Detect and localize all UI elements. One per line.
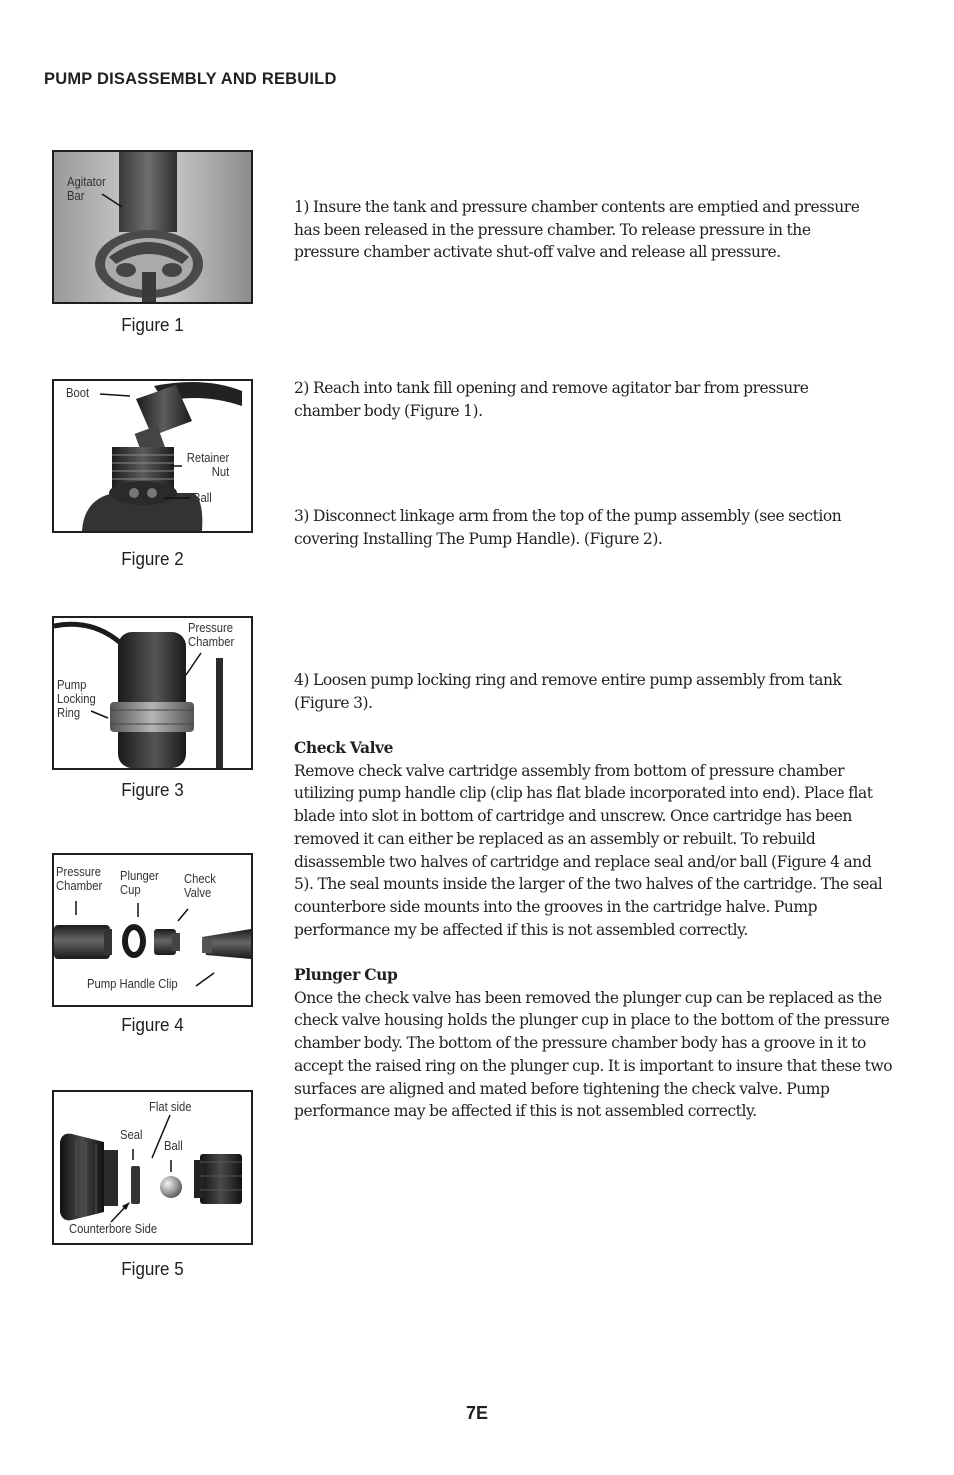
label-pump-locking-ring: Pump Locking Ring [57,678,96,720]
plunger-cup-body: Once the check valve has been removed the plunger cup can be replaced as the check valve housing holds the plunger cup in place to the bottom of the pressure chamber body. The bottom of the pressure chamber body has a groove in it to accept the raised ring on the plunger cup. It is important to insure that these two surfaces are aligned and mated before tightening the check valve. Pump performance may be affected if this is not assembled correctly. [294,988,893,1121]
seal-and-ball-illustration [54,1092,251,1243]
page-number: 7E [465,1403,489,1423]
step-1-paragraph: 1) Insure the tank and pressure chamber contents are emptied and pressure has been released in the pressure chamber. To release pressure in the pressure chamber activate shut-off valve and release all pressure. [294,198,860,262]
label-pump-handle-clip: Pump Handle Clip [87,977,178,991]
figure-3-photo [52,616,253,770]
label-ball-fig5: Ball [164,1139,183,1153]
figure-2-caption: Figure 2 [121,548,184,569]
label-seal: Seal [120,1128,143,1142]
label-retainer-nut: Retainer Nut [186,451,229,479]
label-pressure-chamber-fig4: Pressure Chamber [56,865,103,893]
figure-3-caption: Figure 3 [121,779,184,800]
plunger-cup-section [294,964,896,1123]
label-boot: Boot [66,386,90,400]
step-2-paragraph: 2) Reach into tank fill opening and remove agitator bar from pressure chamber body (Figure 1). [294,379,809,420]
step-4-text [294,669,869,714]
step-1-text [294,196,869,264]
label-pressure-chamber: Pressure Chamber [188,621,235,649]
figure-5-photo [52,1090,253,1245]
plunger-cup-title: Plunger Cup [294,965,398,984]
check-valve-section [294,737,884,941]
label-flat-side: Flat side [149,1100,192,1114]
figure-4-caption: Figure 4 [121,1014,184,1035]
check-valve-body: Remove check valve cartridge assembly from bottom of pressure chamber utilizing pump handle clip (clip has flat blade incorporated into end). Place flat blade into slot in bottom of cartridge and unscrew. Once cartridge has been removed it can either be replaced as an assembly or rebuilt. To rebuild disassemble two halves of cartridge and replace seal and/or ball (Figure 4 and 5). The seal mounts inside the larger of the two halves of the cartridge. The seal counterbore side mounts into the grooves in the cartridge halve. Pump performance my be affected if this is not assembled correctly. [294,761,883,939]
label-counterbore-side: Counterbore Side [69,1222,158,1236]
figure-4-photo [52,853,253,1007]
step-4-paragraph: 4) Loosen pump locking ring and remove entire pump assembly from tank (Figure 3). [294,671,842,712]
figure-2-photo [52,379,253,533]
step-3-text [294,505,874,550]
label-ball: Ball [193,491,212,505]
step-2-text [294,377,834,422]
figure-1-caption: Figure 1 [121,314,184,335]
step-3-paragraph: 3) Disconnect linkage arm from the top of the pump assembly (see section covering Installing The Pump Handle). (Figure 2). [294,507,842,548]
label-agitator-bar: Agitator Bar [67,175,106,203]
page-heading: PUMP DISASSEMBLY AND REBUILD [44,70,337,88]
figure-1-photo [52,150,253,304]
label-check-valve: Check Valve [184,872,216,900]
label-plunger-cup: Plunger Cup [120,869,159,897]
check-valve-title: Check Valve [294,738,393,757]
figure-5-caption: Figure 5 [121,1258,184,1279]
